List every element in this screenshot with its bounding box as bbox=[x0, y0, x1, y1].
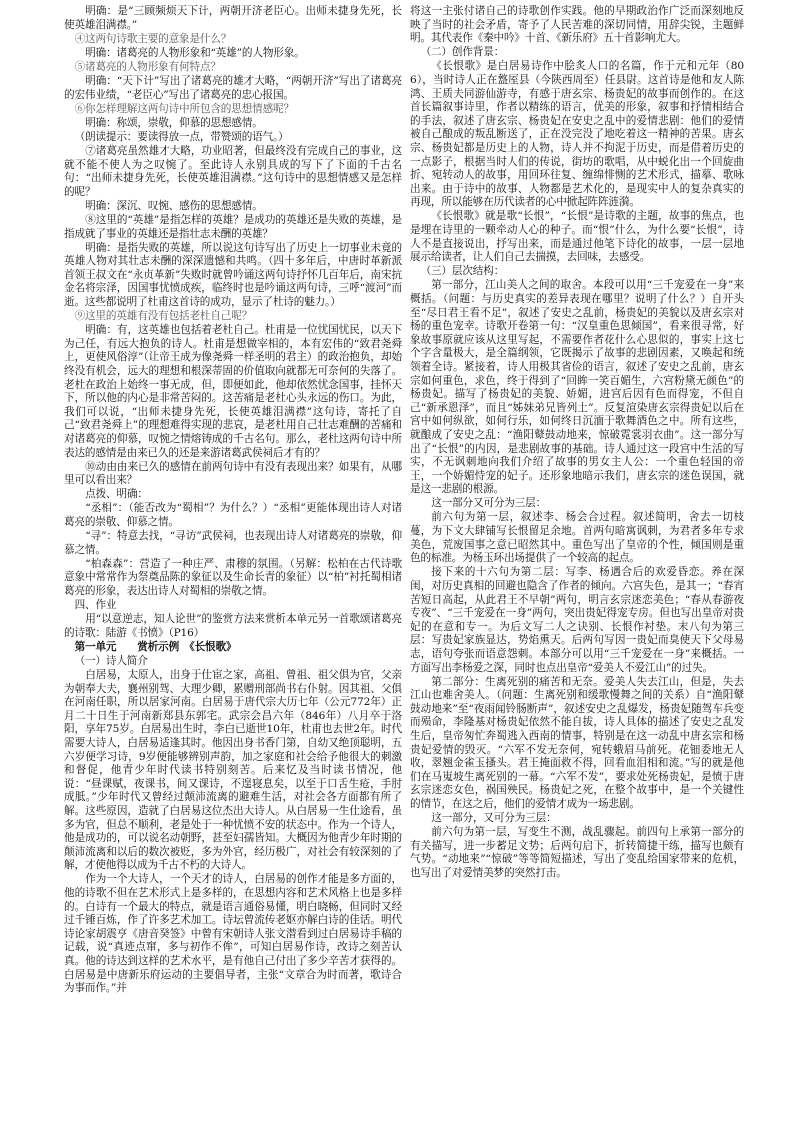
question-line: ④这两句诗歌主要的意象是什么？ bbox=[74, 32, 232, 45]
paragraph: “寻”：特意去找，“寻访”武侯祠，也表现出诗人对诸葛亮的崇敬，仰慕之情。 bbox=[64, 530, 402, 556]
paragraph: 明确：“天下计”写出了诸葛亮的雄才大略，“两朝开济”写出了诸葛亮的宏伟业绩，“老臣心”写出了诸葛亮的忠心报国。 bbox=[64, 74, 402, 101]
paragraph: 明确：有，这英雄也包括着老杜自己。杜甫是一位忧国忧民，以天下为己任，有远大抱负的诗人。杜甫是想做宰相的，本有宏伟的“致君尧舜上，更使风俗淳”（让帝王成为像尧舜一样圣明的君主）的政治抱负，却始终没有机会，远大的理想和根深蒂固的价值取向就都无可奈何的失落了。老杜在政治上始终一事无成，但，即便如此，他却依然忧念国事，挂怀天下，所以他的内心是非常苦闷的。这苦痛是老杜心头永远的伤口。为此，我们可以说，“出师未捷身先死，长使英雄泪满襟”这句诗，寄托了自己“致君尧舜上”的理想难得实现的悲哀，是老杜用自己壮志难酬的苦痛和对诸葛亮的仰慕，叹惋之情熔铸成的千古名句。那么，老杜这两句诗中所表达的感情是由来已久的还是来游诸葛武侯祠后才有的？ bbox=[64, 324, 402, 459]
paragraph: ⑦诸葛亮虽然雄才大略，功业昭著，但最终没有完成自己的事业，这就不能不使人为之叹惋了。至此诗人永别具成的写下了下面的千古名句：“出师未捷身先死，长使英雄泪满襟。”这句诗中的思想情感又是怎样的呢？ bbox=[64, 144, 402, 198]
paragraph: 《长恨歌》是白居易诗作中脍炙人口的名篇，作于元和元年（806），当时诗人正在盩厔县（今陕西周至）任县尉。这首诗是他和友人陈鸿、王质夫同游仙游寺，有感于唐玄宗、杨贵妃的故事而创作的。在这首长篇叙事诗里，作者以精练的语言，优美的形象，叙事和抒情相结合的手法，叙述了唐玄宗、杨贵妃在安史之乱中的爱情悲剧：他们的爱情被自己酿成的叛乱断送了，正在没完没了地吃着这一精神的苦果。唐玄宗、杨贵妃都是历史上的人物，诗人并不拘泥于历史，而是借着历史的一点影子，根据当时人们的传说，街坊的歌唱，从中蜕化出一个回旋曲折、宛转动人的故事，用回环往复、缠绵悱恻的艺术形式，描摹、歌咏出来。由于诗中的故事、人物都是艺术化的，是现实中人的复杂真实的再现，所以能够在历代读者的心中掀起阵阵涟漪。 bbox=[410, 60, 744, 209]
right-column bbox=[410, 5, 744, 1117]
paragraph: 这一部分，又可分为三层： bbox=[431, 812, 557, 825]
question-line: ⑨这里的英雄有没有包括老杜自己呢？ bbox=[74, 310, 253, 323]
question-line: ⑥你怎样理解这两句诗中所包含的思想情感呢？ bbox=[74, 102, 294, 115]
question-line: ⑤诸葛亮的人物形象有何特点？ bbox=[74, 60, 221, 73]
paragraph: 明确：称颂，崇敬，仰慕的思想感情。 bbox=[85, 116, 263, 129]
subsection-heading: （三）层次结构： bbox=[420, 265, 505, 278]
subsection-heading: （一）诗人简介 bbox=[74, 654, 148, 667]
paragraph: 用“以意逆志，知人论世”的鉴赏方法来赏析本单元另一首歌颂诸葛亮的诗歌：陆游《书愤》（P16） bbox=[64, 613, 402, 639]
section-heading-homework: 四、作业 bbox=[74, 599, 117, 612]
paragraph: 白居易，太原人，出身于仕宦之家，高祖、曾祖、祖父俱为官，父亲为朝奉大夫，襄州别驾、大理少卿，累赠刑部尚书右仆射。因其祖、父俱在河南任职，所以居家河南。白居易于唐代宗大历七年（公元772年）正月二十日生于河南新郑县东郭宅。武宗会昌六年（846年）八月卒于洛阳，享年75岁。白居易出生时，李白已逝世10年，杜甫也去世2年。时代需要大诗人，白居易适逢其时。他因出身书香门第，自幼又绝顶聪明，五六岁便学习诗，9岁便能够辨别声韵，加之家庭和社会给予他很大的刺激和督促，他青少年时代读书特别刻苦。后来忆及当时读书情况，他说：“昼课赋，夜课书，间又课诗，不遑寝息矣，以至于口舌生疮，手肘成胝。”少年时代又曾经过颠沛流离的避难生活，对社会各方面都有所了解。这些原因，造就了白居易这位杰出大诗人。从白居易一生仕途看，虽多为官，但总不顺利，老是处于一种忧愤不安的状态中。作为一个诗人，他是成功的，可以说名动朝野，甚至妇孺皆知。大概因为他青少年时期的颠沛流离和以后的数次被贬，多为外官，经历极广，对社会有较深刻的了解，才使他得以成为千古不朽的大诗人。 bbox=[64, 669, 402, 872]
paragraph: 前六句为第一层，叙述李、杨会合过程。叙述简明，舍去一切枝蔓，为下文大肆铺写长恨留足余地。首两句暗寓讽刺，为君者多年专求美色，荒废国事之意已昭然其中。重色写出了皇帝的个性，倾国则是重色的标准。为杨玉环出场提供了一个较高的起点。 bbox=[410, 511, 744, 565]
paragraph: 明确：是“三顾频烦天下计，两朝开济老臣心。出师未捷身先死，长使英雄泪满襟。” bbox=[64, 5, 402, 31]
paragraph: “柏森森”：营造了一种庄严、肃穆的氛围。（另解：松柏在古代诗歌意象中常常作为祭奠品陈的象征以及生命长青的象征）以“柏”衬托蜀相诸葛亮的形象，表达出诗人对蜀相的崇敬之情。 bbox=[64, 557, 402, 597]
reading-tip: （朗读提示：要读得放一点，带赞颂的语气。） bbox=[74, 130, 289, 143]
paragraph: 这一部分又可分为三层： bbox=[431, 497, 547, 510]
paragraph: 明确：诸葛亮的人物形象和“英雄”的人物形象。 bbox=[85, 46, 305, 59]
paragraph: 《长恨歌》就是歌“长恨”，“长恨”是诗歌的主题，故事的焦点，也是埋在诗里的一颗牵动人心的种子。而“恨”什么，为什么要“长恨”，诗人不是直接说出，抒写出来，而是通过他笔下诗化的故事，一层一层地展示给读者，让人们自己去揣摸，去回味，去感受。 bbox=[410, 210, 744, 264]
paragraph: 第一部分，江山美人之间的取舍。本段可以用“三千宠爱在一身”来概括。（问题：与历史真实的差异表现在哪里？说明了什么？）自开头至“尽日君王看不足”，叙述了安史之乱前，杨贵妃的美貌以及唐玄宗对杨的重色宠幸。诗歌开卷第一句：“汉皇重色思倾国”，看来很寻常，好象故事原就应该从这里写起，不需要作者花什么心思似的，事实上这七个字含量极大，是全篇纲领，它既揭示了故事的悲剧因素，又唤起和统领着全诗。紧接着，诗人用极其省俭的语言，叙述了安史之乱前，唐玄宗如何重色，求色，终于得到了“回眸一笑百媚生，六宫粉黛无颜色”的杨贵妃。描写了杨贵妃的美貌、娇媚，进宫后因有色而得宠，不但自己“新承恩泽”，而且“姊妹弟兄皆列土”。反复渲染唐玄宗得贵妃以后在宫中如何纵欲，如何行乐，如何终日沉湎于歌舞酒色之中。所有这些，就酿成了安史之乱：“渔阳鼙鼓动地来，惊破霓裳羽衣曲”。这一部分写出了“长恨”的内因，是悲剧故事的基础。诗人通过这一段宫中生活的写实，不无讽刺地向我们介绍了故事的男女主人公：一个重色轻国的帝王，一个娇媚恃宠的妃子。还形象地暗示我们，唐玄宗的迷色误国，就是这一悲剧的根源。 bbox=[410, 279, 744, 496]
paragraph: 作为一个大诗人，一个天才的诗人，白居易的创作才能是多方面的，他的诗歌不但在艺术形式上是多样的，在思想内容和艺术风格上也是多样的。白诗有一个最大的特点，就是语言通俗易懂，明白晓畅，但同时又经过千锤百炼，作了许多艺术加工。诗坛曾流传老妪亦解白诗的佳话。明代诗论家胡震亨《唐音癸签》中曾有宋朝诗人张文潜看到过白居易诗手稿的记载，说“真迹点窜，多与初作不侔”，可知白居易作诗，改诗之刻苦认真。他的诗达到这样的艺术水平，是有他自己付出了多少辛苦才获得的。白居易是中唐新乐府运动的主要倡导者，主张“文章合为时而著，歌诗合为事而作。”并 bbox=[64, 873, 402, 995]
subsection-heading: （二）创作背景： bbox=[420, 46, 505, 59]
paragraph: 第二部分：生离死别的痛苦和无奈。爱美人失去江山，但是，失去江山也难舍美人。（问题：生离死别和缓歌慢舞之间的关系）自“渔阳鼙鼓动地来”至“夜雨闻铃肠断声”，叙述安史之乱爆发，杨贵妃随驾车兵变而殒命，李隆基对杨贵妃依然不能自拔，诗人具体的描述了安史之乱发生后，皇帝匆忙奔蜀逃入西南的情事，特别是在这一动乱中唐玄宗和杨贵妃爱情的毁灭。“六军不发无奈何，宛转蛾眉马前死。花钿委地无人收，翠翘金雀玉搔头。君王掩面救不得，回看血泪相和流。”写的就是他们在马嵬坡生离死别的一幕。“六军不发”，要求处死杨贵妃，是愤于唐玄宗迷恋女色，祸国殃民。杨贵妃之死，在整个故事中，是一个关键性的情节，在这之后，他们的爱情才成为一场悲剧。 bbox=[410, 675, 744, 810]
unit-title: 第一单元 赏析示例 《长恨歌》 bbox=[74, 640, 237, 653]
paragraph: “丞相”：（能否改为“蜀相”？为什么？）“丞相”更能体现出诗人对诸葛亮的崇敬、仰慕之情。 bbox=[64, 502, 402, 528]
left-column bbox=[64, 5, 402, 1117]
paragraph: ⑧这里的“英雄”是指怎样的英雄？是成功的英雄还是失败的英雄，是指成就了事业的英雄还是指壮志未酬的英雄？ bbox=[64, 213, 402, 240]
paragraph: 明确：是指失败的英雄，所以说这句诗写出了历史上一切事业未竟的英雄人物对其壮志未酬的深深遗憾和共鸣。（四十多年后，中唐时革新派首领王叔文在“永贞革新”失败时就曾吟诵这两句诗抒怀几百年后，南宋抗金名将宗泽，因国事忧愤成疾，临终时也是吟诵这两句诗，三呼“渡河”而逝。这些都说明了杜甫这首诗的成功，显示了杜诗的魅力。） bbox=[64, 241, 402, 308]
paragraph: 接下来的十六句为第二层：写李、杨遇合后的欢爱昏恋。养在深闺，对历史真相的回避也隐含了作者的倾向。六宫失色，是其一；“春宵苦短日高起，从此君王不早朝”两句，明言玄宗迷恋美色；“春从春游夜专夜”、“三千宠爱在一身”两句，突出贵妃得宠专房。但也写出皇帝对贵妃的在意和专一。为后文写二人之诀别、长恨作衬垫。末八句为第三层：写贵妃家族显达，势焰熏天。后两句写因一贵妃而臭使天下父母易志，语句夸张而语意怨刺。本部分可以用“三千宠爱在一身”来概括。一方面写出李杨爱之深，同时也点出皇帝“爱美人不爱江山”的过失。 bbox=[410, 566, 744, 674]
paragraph: 明确：深沉、叹惋、感伤的思想感情。 bbox=[85, 199, 263, 212]
paragraph: 点拨、明确： bbox=[85, 488, 148, 501]
paragraph: ⑩动由由来已久的感情在前两句诗中有没有表现出来？如果有，从哪里可以看出来？ bbox=[64, 460, 402, 487]
paragraph: 前六句为第一层，写变生不测，战乱骤起。前四句上承第一部分的有关描写，进一步蓄足文势；后两句启下，折转简捷干练，描写也颇有气势。“动地来”“惊破”等等简短描述，写出了变乱给国家带来的危机，也写出了对爱情美梦的突然打击。 bbox=[410, 826, 744, 879]
paragraph-continued: 将这一主张付诸自己的诗歌创作实践。他的早期政治作广泛而深刻地反映了当时的社会矛盾，寄予了人民苦难的深切同情，用辞尖锐，主题鲜明。其代表作《秦中吟》十首、《新乐府》五十首影响尤大。 bbox=[410, 5, 744, 45]
